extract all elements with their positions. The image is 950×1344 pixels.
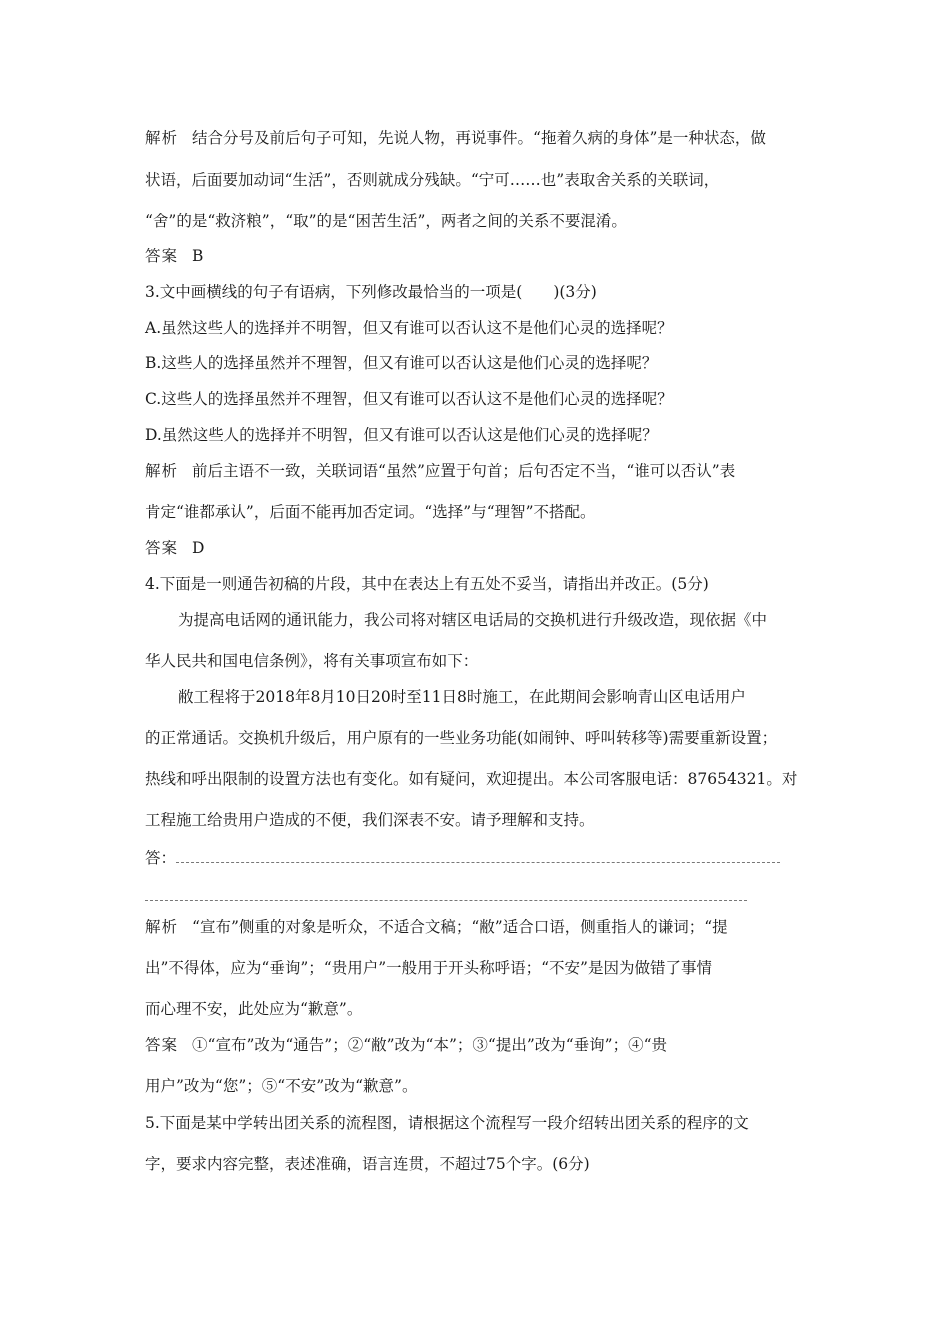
answer-value: B <box>192 247 204 265</box>
explanation-2-line-2: 状语，后面要加动词“生活”，否则就成分残缺。“宁可……也”表取舍关系的关联词， <box>145 171 720 189</box>
answer-label: 答案 <box>145 1036 179 1054</box>
explanation-3-line-2: 肯定“谁都承认”，后面不能再加否定词。“选择”与“理智”不搭配。 <box>145 503 596 521</box>
question-3-stem: 3.文中画横线的句子有语病，下列修改最恰当的一项是( )(3分) <box>145 283 597 301</box>
notice-paragraph-2-line-4: 工程施工给贵用户造成的不便，我们深表不安。请予理解和支持。 <box>145 811 595 829</box>
question-4-stem: 4.下面是一则通告初稿的片段，其中在表达上有五处不妥当，请指出并改正。(5分) <box>145 575 709 593</box>
explanation-4-line-1: 解析 “宣布”侧重的对象是听众，不适合文稿；“敝”适合口语，侧重指人的谦词；“提 <box>145 918 728 936</box>
answer-blank-line-2[interactable] <box>145 900 747 901</box>
question-5-line-2: 字，要求内容完整，表述准确，语言连贯，不超过75个字。(6分) <box>145 1155 590 1173</box>
notice-paragraph-2-line-1: 敝工程将于2018年8月10日20时至11日8时施工，在此期间会影响青山区电话用户 <box>178 688 746 706</box>
explanation-4-line-2: 出”不得体，应为“垂询”；“贵用户”一般用于开头称呼语；“不安”是因为做错了事情 <box>145 959 712 977</box>
explanation-2-line-1: 解析 结合分号及前后句子可知，先说人物，再说事件。“拖着久病的身体”是一种状态，做 <box>145 129 766 147</box>
notice-paragraph-2-line-3: 热线和呼出限制的设置方法也有变化。如有疑问，欢迎提出。本公司客服电话：87654321。对 <box>145 770 798 788</box>
question-3-option-d: D.虽然这些人的选择并不明智，但又有谁可以否认这是他们心灵的选择呢？ <box>145 426 658 444</box>
explanation-label: 解析 <box>145 918 179 936</box>
answer-4-line-1: 答案 ①“宣布”改为“通告”；②“敝”改为“本”；③“提出”改为“垂询”；④“贵 <box>145 1036 668 1054</box>
notice-paragraph-1-line-1: 为提高电话网的通讯能力，我公司将对辖区电话局的交换机进行升级改造，现依据《中 <box>178 611 768 629</box>
answer-label: 答案 <box>145 247 179 265</box>
explanation-label: 解析 <box>145 129 179 147</box>
question-3-option-a: A.虽然这些人的选择并不明智，但又有谁可以否认这不是他们心灵的选择呢？ <box>145 319 673 337</box>
explanation-3-line-1: 解析 前后主语不一致，关联词语“虽然”应置于句首；后句否定不当，“谁可以否认”表 <box>145 462 736 480</box>
explanation-4-line-3: 而心理不安，此处应为“歉意”。 <box>145 1000 363 1018</box>
answer-3 <box>145 538 204 558</box>
question-3-option-c: C.这些人的选择虽然并不理智，但又有谁可以否认这不是他们心灵的选择呢？ <box>145 390 673 408</box>
answer-label: 答案 <box>145 539 179 557</box>
explanation-2-line-3: “舍”的是“救济粮”，“取”的是“困苦生活”，两者之间的关系不要混淆。 <box>145 212 627 230</box>
answer-prompt: 答： <box>145 849 177 867</box>
question-3-option-b: B.这些人的选择虽然并不理智，但又有谁可以否认这是他们心灵的选择呢？ <box>145 354 658 372</box>
explanation-label: 解析 <box>145 462 179 480</box>
answer-2 <box>145 246 203 266</box>
answer-blank-line-1[interactable] <box>176 862 780 863</box>
notice-paragraph-2-line-2: 的正常通话。交换机升级后，用户原有的一些业务功能(如闹钟、呼叫转移等)需要重新设置； <box>145 729 778 747</box>
answer-value: D <box>192 539 205 557</box>
answer-4-line-2: 用户”改为“您”；⑤“不安”改为“歉意”。 <box>145 1077 418 1095</box>
question-5-line-1: 5.下面是某中学转出团关系的流程图，请根据这个流程写一段介绍转出团关系的程序的文 <box>145 1114 749 1132</box>
notice-paragraph-1-line-2: 华人民共和国电信条例》，将有关事项宣布如下： <box>145 652 479 670</box>
